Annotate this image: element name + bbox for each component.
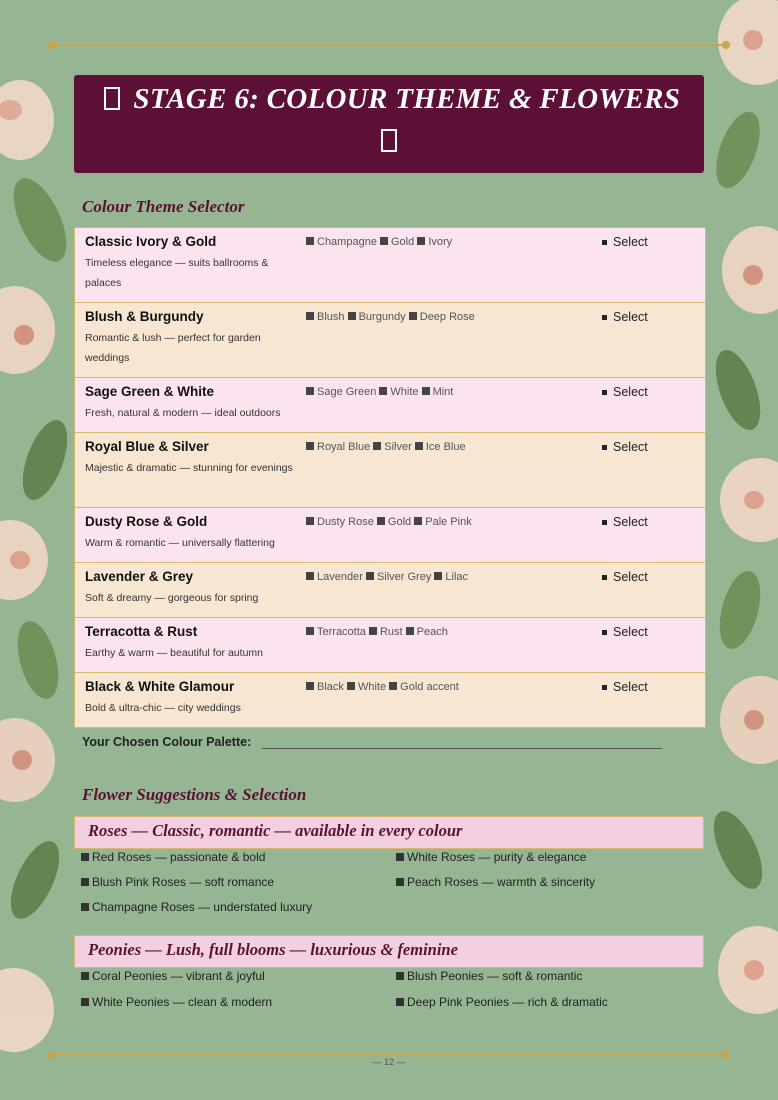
checkbox-icon[interactable] — [602, 315, 607, 320]
theme-desc: Fresh, natural & modern — ideal outdoors — [85, 407, 281, 419]
chosen-palette-field[interactable] — [262, 748, 662, 749]
checkbox-icon[interactable] — [602, 445, 607, 450]
swatch-icon — [406, 627, 414, 635]
checkbox-icon[interactable] — [602, 685, 607, 690]
flower-option[interactable]: Peach Roses — warmth & sincerity — [396, 875, 595, 889]
colour-section-title: Colour Theme Selector — [82, 197, 245, 216]
swatch-icon — [347, 682, 355, 690]
swatch-icon — [306, 312, 314, 320]
checkbox-icon[interactable] — [81, 903, 89, 911]
floral-border-right — [698, 0, 778, 1100]
swatch-icon — [306, 442, 314, 450]
theme-name: Lavender & Grey — [85, 569, 194, 584]
checkbox-icon[interactable] — [396, 853, 404, 861]
flower-option[interactable]: Red Roses — passionate & bold — [81, 850, 265, 864]
chosen-palette-label: Your Chosen Colour Palette: — [82, 735, 252, 749]
page-number: — 12 — — [372, 1057, 406, 1067]
theme-desc: Romantic & lush — perfect for garden weddings — [85, 332, 261, 364]
theme-swatches: Royal Blue Silver Ice Blue — [306, 441, 466, 453]
flower-option[interactable]: Deep Pink Peonies — rich & dramatic — [396, 995, 608, 1009]
checkbox-icon[interactable] — [81, 853, 89, 861]
swatch-icon — [366, 572, 374, 580]
peonies-heading: Peonies — Lush, full blooms — luxurious & feminine — [74, 935, 704, 968]
theme-desc: Earthy & warm — beautiful for autumn — [85, 647, 263, 659]
checkbox-icon[interactable] — [396, 878, 404, 886]
swatch-icon — [306, 517, 314, 525]
theme-name: Classic Ivory & Gold — [85, 234, 217, 249]
flower-section-title: Flower Suggestions & Selection — [82, 785, 307, 804]
checkbox-icon[interactable] — [602, 390, 607, 395]
theme-row — [75, 432, 705, 507]
checkbox-icon[interactable] — [602, 630, 607, 635]
top-divider — [52, 44, 726, 46]
theme-row — [75, 507, 705, 562]
theme-row — [75, 302, 705, 377]
stage-banner — [74, 75, 704, 173]
swatch-icon — [415, 442, 423, 450]
checkbox-icon[interactable] — [602, 575, 607, 580]
select-option[interactable]: Select — [602, 310, 648, 324]
checkbox-icon[interactable] — [81, 998, 89, 1006]
theme-name: Blush & Burgundy — [85, 309, 204, 324]
theme-desc: Soft & dreamy — gorgeous for spring — [85, 592, 259, 604]
theme-name: Terracotta & Rust — [85, 624, 198, 639]
swatch-icon — [422, 387, 430, 395]
select-option[interactable]: Select — [602, 385, 648, 399]
theme-swatches: Sage Green White Mint — [306, 386, 453, 398]
swatch-icon — [306, 387, 314, 395]
swatch-icon — [369, 627, 377, 635]
flower-option[interactable]: Blush Peonies — soft & romantic — [396, 969, 582, 983]
theme-swatches: Black White Gold accent — [306, 681, 459, 693]
swatch-icon — [389, 682, 397, 690]
swatch-icon — [306, 572, 314, 580]
select-option[interactable]: Select — [602, 440, 648, 454]
checkbox-icon[interactable] — [396, 972, 404, 980]
flower-option[interactable]: Coral Peonies — vibrant & joyful — [81, 969, 265, 983]
swatch-icon — [379, 387, 387, 395]
swatch-icon — [417, 237, 425, 245]
theme-name: Black & White Glamour — [85, 679, 235, 694]
roses-heading: Roses — Classic, romantic — available in every colour — [74, 816, 704, 849]
floral-border-left — [0, 0, 80, 1100]
theme-desc: Bold & ultra-chic — city weddings — [85, 702, 241, 714]
swatch-icon — [434, 572, 442, 580]
theme-name: Dusty Rose & Gold — [85, 514, 208, 529]
theme-row — [75, 562, 705, 617]
swatch-icon — [380, 237, 388, 245]
theme-row — [75, 617, 705, 672]
swatch-icon — [377, 517, 385, 525]
missing-glyph-icon — [104, 87, 120, 110]
theme-swatches: Champagne Gold Ivory — [306, 236, 452, 248]
swatch-icon — [414, 517, 422, 525]
theme-swatches: Terracotta Rust Peach — [306, 626, 448, 638]
swatch-icon — [348, 312, 356, 320]
theme-swatches: Dusty Rose Gold Pale Pink — [306, 516, 472, 528]
select-option[interactable]: Select — [602, 625, 648, 639]
swatch-icon — [306, 682, 314, 690]
flower-option[interactable]: White Roses — purity & elegance — [396, 850, 586, 864]
checkbox-icon[interactable] — [81, 972, 89, 980]
missing-glyph-icon — [381, 129, 397, 152]
theme-swatches: Lavender Silver Grey Lilac — [306, 571, 468, 583]
theme-row — [75, 377, 705, 432]
flower-option[interactable]: Blush Pink Roses — soft romance — [81, 875, 274, 889]
select-option[interactable]: Select — [602, 680, 648, 694]
theme-desc: Timeless elegance — suits ballrooms & palaces — [85, 257, 269, 289]
select-option[interactable]: Select — [602, 515, 648, 529]
flower-option[interactable]: White Peonies — clean & modern — [81, 995, 272, 1009]
flower-option[interactable]: Champagne Roses — understated luxury — [81, 900, 312, 914]
colour-theme-table — [74, 227, 706, 728]
banner-title: STAGE 6: COLOUR THEME & FLOWERS — [133, 83, 681, 115]
swatch-icon — [409, 312, 417, 320]
theme-desc: Majestic & dramatic — stunning for evenings — [85, 462, 293, 474]
select-option[interactable]: Select — [602, 235, 648, 249]
checkbox-icon[interactable] — [602, 520, 607, 525]
swatch-icon — [306, 627, 314, 635]
checkbox-icon[interactable] — [602, 240, 607, 245]
checkbox-icon[interactable] — [81, 878, 89, 886]
theme-name: Sage Green & White — [85, 384, 215, 399]
theme-name: Royal Blue & Silver — [85, 439, 209, 454]
theme-swatches: Blush Burgundy Deep Rose — [306, 311, 475, 323]
theme-desc: Warm & romantic — universally flattering — [85, 537, 275, 549]
select-option[interactable]: Select — [602, 570, 648, 584]
theme-row — [75, 672, 705, 727]
theme-row — [75, 228, 705, 302]
bottom-divider — [52, 1054, 726, 1056]
swatch-icon — [373, 442, 381, 450]
checkbox-icon[interactable] — [396, 998, 404, 1006]
swatch-icon — [306, 237, 314, 245]
